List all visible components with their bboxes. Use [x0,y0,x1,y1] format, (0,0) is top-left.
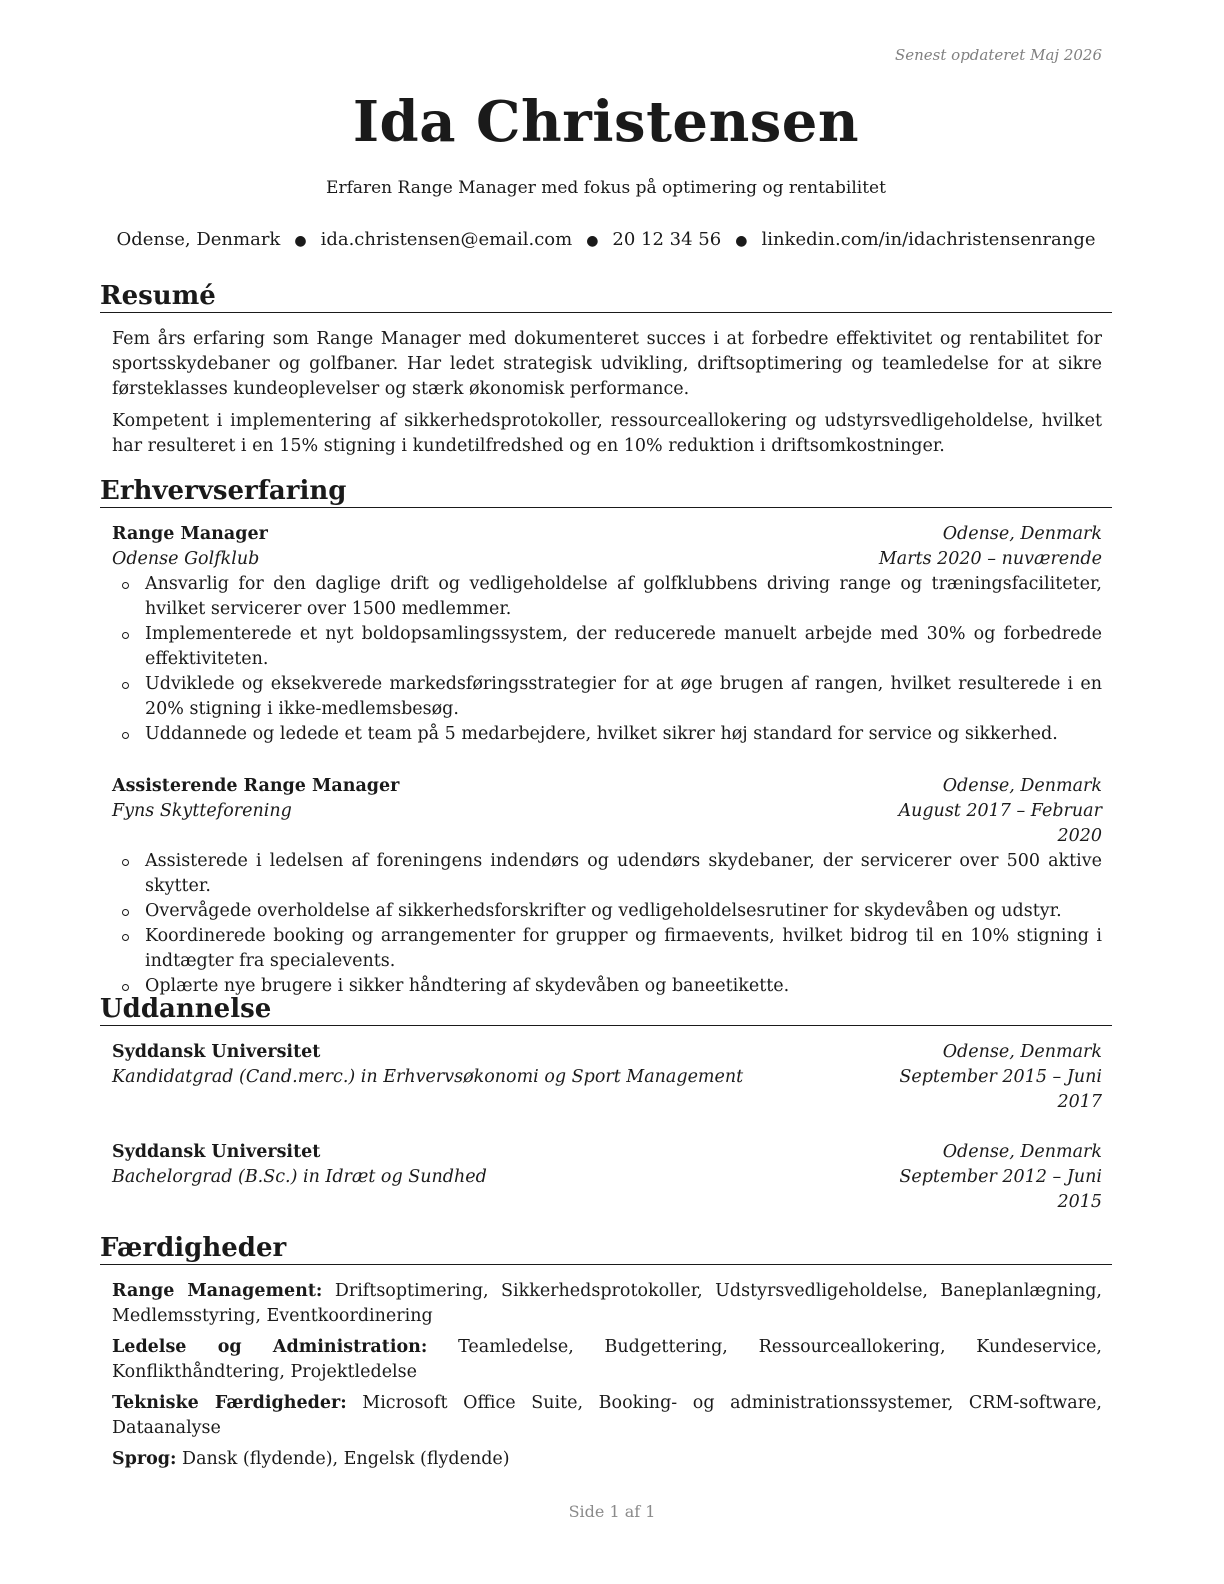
bullet-icon [122,984,129,991]
skill-row: Range Management: Driftsoptimering, Sikkerhedsprotokoller, Udstyrsvedligeholdelse, Baneplanlægning, Medlemsstyring, Eventkoordinering [112,1281,1102,1326]
section-title-experience: Erhvervserfaring [100,475,1112,508]
bullet-icon [122,682,129,689]
job-company: Odense Golfklub [112,549,260,569]
candidate-name: Ida Christensen [352,89,860,155]
job-entry [112,774,1102,999]
bullet-icon [122,859,129,866]
job-dates: August 2017 – Februar 2020 [898,801,1102,846]
job-location: Odense, Denmark [942,776,1102,796]
skill-row: Tekniske Færdigheder: Microsoft Office Suite, Booking- og administrationssystemer, CRM-software, Dataanalyse [112,1393,1102,1438]
bullet-icon [122,582,129,589]
job-bullets [112,849,1102,999]
summary-paragraph: Kompetent i implementering af sikkerhedsprotokoller, ressourceallokering og udstyrsvedligeholdelse, hvilket har resulteret i en 15% stigning i kundetilfredshed og en 10% reduktion i driftsomkostninger. [112,411,1102,456]
page-number: Side 1 af 1 [568,1502,656,1521]
job-location: Odense, Denmark [942,524,1102,544]
job-entry [112,522,1102,747]
summary-paragraph: Fem års erfaring som Range Manager med dokumenteret succes i at forbedre effektivitet og rentabilitet for sportsskydebaner og golfbaner. Har ledet strategisk udvikling, driftsoptimering og teamledelse for at sikre førsteklasses kundeoplevelser og stærk økonomisk performance. [112,329,1102,399]
list-item: Uddannede og ledede et team på 5 medarbejdere, hvilket sikrer høj standard for service og sikkerhed. [112,722,1102,747]
school-name: Syddansk Universitet [112,1142,321,1162]
job-role: Assisterende Range Manager [112,776,400,796]
skills-list [112,1279,1102,1478]
contact-email[interactable]: ida.christensen@email.com [320,229,573,250]
bullet-icon [122,934,129,941]
list-item: Overvågede overholdelse af sikkerhedsforskrifter og vedligeholdelsesrutiner for skydevåben og udstyr. [112,899,1102,924]
list-item: Koordinerede booking og arrangementer for grupper og firmaevents, hvilket bidrog til en 10% stigning i indtægter fra specialevents. [112,924,1102,974]
contact-linkedin[interactable]: linkedin.com/in/idachristensenrange [761,229,1096,250]
contact-location: Odense, Denmark [116,229,281,250]
school-location: Odense, Denmark [942,1142,1102,1162]
education-dates: September 2012 – Juni 2015 [899,1167,1102,1212]
separator-dot-icon: ● [586,233,599,249]
job-role: Range Manager [112,524,268,544]
contact-line [100,228,1112,253]
education-dates: September 2015 – Juni 2017 [899,1067,1102,1112]
skill-row: Sprog: Dansk (flydende), Engelsk (flydende) [112,1449,510,1469]
job-dates: Marts 2020 – nuværende [878,549,1102,569]
list-item: Implementerede et nyt boldopsamlingssystem, der reducerede manuelt arbejde med 30% og forbedrede effektiviteten. [112,622,1102,672]
section-title-summary: Resumé [100,280,1112,313]
bullet-icon [122,732,129,739]
section-title-education: Uddannelse [100,993,1112,1026]
resume-page [100,0,1112,1584]
job-company: Fyns Skytteforening [112,801,292,821]
bullet-icon [122,632,129,639]
section-title-skills: Færdigheder [100,1232,1112,1265]
degree-name: Kandidatgrad (Cand.merc.) in Erhvervsøkonomi og Sport Management [112,1067,744,1087]
list-item: Udviklede og eksekverede markedsføringsstrategier for at øge brugen af rangen, hvilket resulterede i en 20% stigning i ikke-medlemsbesøg. [112,672,1102,722]
separator-dot-icon: ● [735,233,748,249]
list-item: Assisterede i ledelsen af foreningens indendørs og udendørs skydebaner, der servicerer over 500 aktive skytter. [112,849,1102,899]
degree-name: Bachelorgrad (B.Sc.) in Idræt og Sundhed [112,1167,487,1187]
education-entry [112,1140,1102,1215]
school-name: Syddansk Universitet [112,1042,321,1062]
last-updated: Senest opdateret Maj 2026 [894,46,1102,64]
education-entry [112,1040,1102,1115]
school-location: Odense, Denmark [942,1042,1102,1062]
job-bullets [112,572,1102,747]
skill-row: Ledelse og Administration: Teamledelse, Budgettering, Ressourceallokering, Kundeservice, Konflikthåndtering, Projektledelse [112,1337,1102,1382]
contact-phone[interactable]: 20 12 34 56 [612,229,722,250]
separator-dot-icon: ● [294,233,307,249]
list-item: Ansvarlig for den daglige drift og vedligeholdelse af golfklubbens driving range og træningsfaciliteter, hvilket servicerer over 1500 medlemmer. [112,572,1102,622]
list-item: Oplærte nye brugere i sikker håndtering af skydevåben og baneetikette. [112,974,1102,999]
bullet-icon [122,909,129,916]
tagline: Erfaren Range Manager med fokus på optimering og rentabilitet [326,178,886,198]
